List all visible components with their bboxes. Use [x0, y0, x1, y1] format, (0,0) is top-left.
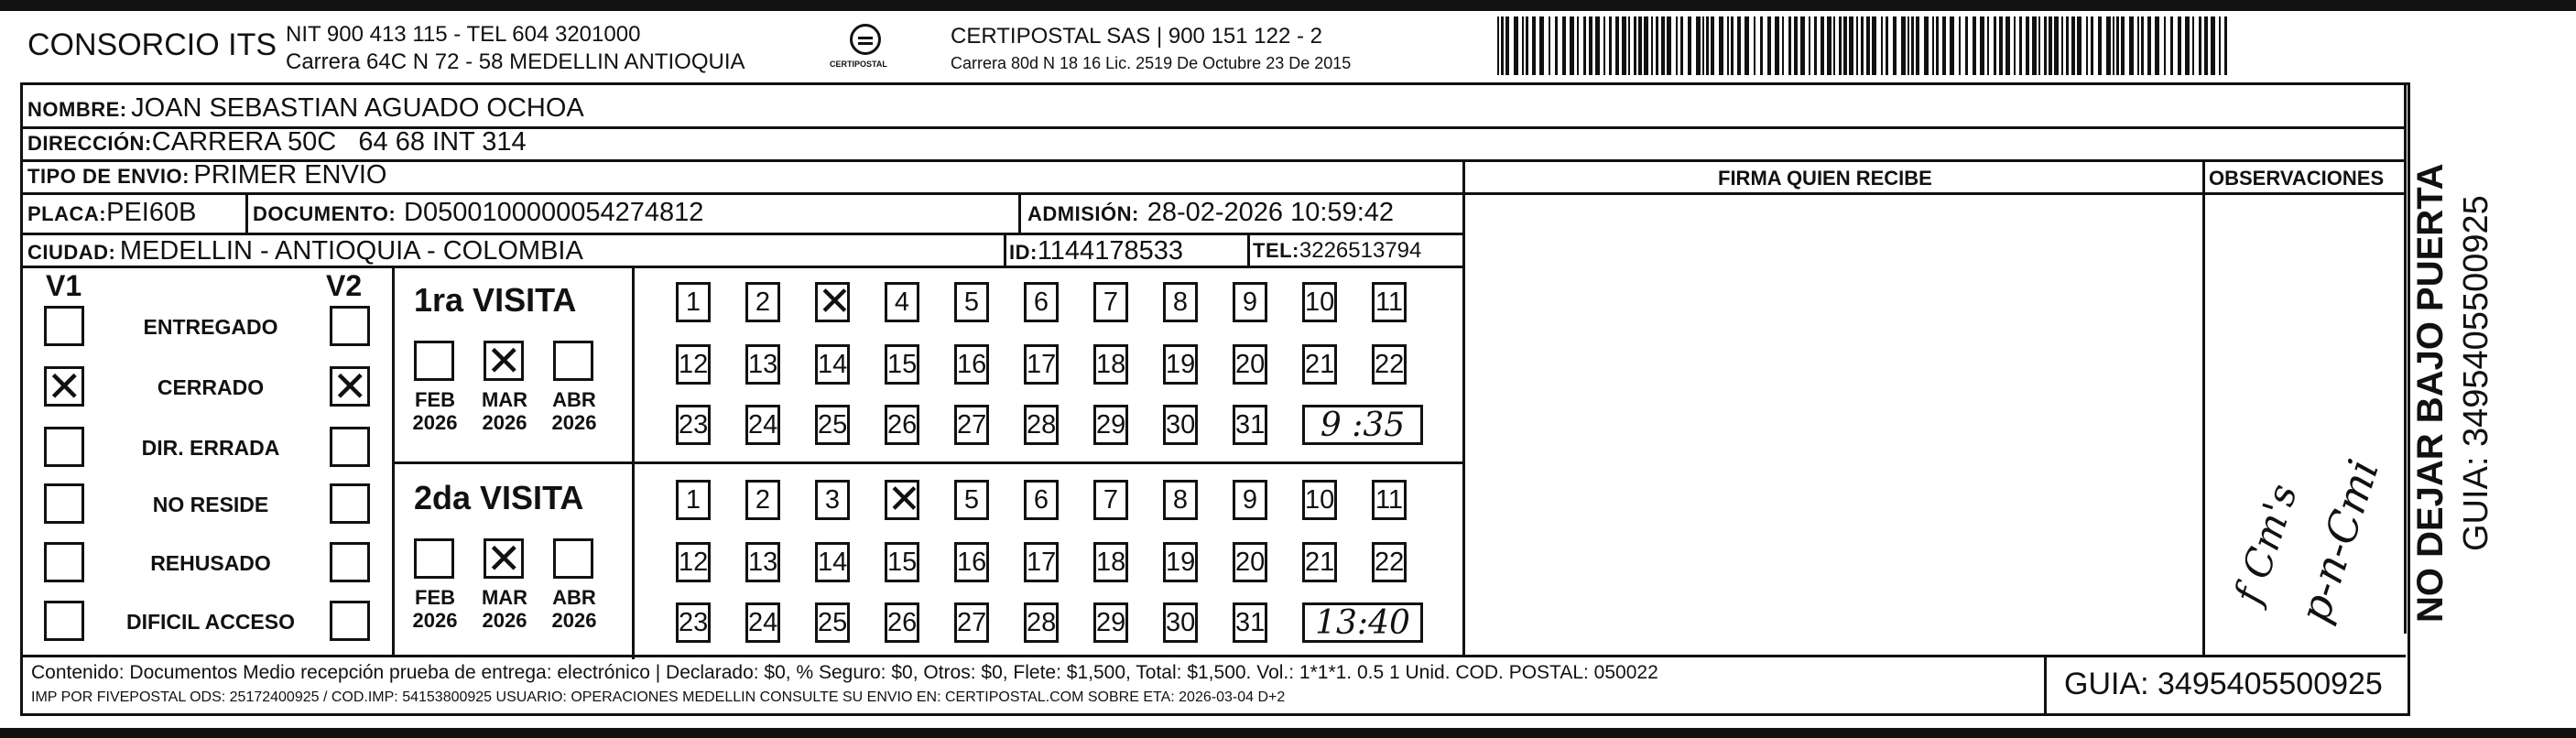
barcode-bar [1942, 16, 1946, 75]
row-line [20, 655, 2406, 657]
barcode-bar [1711, 16, 1714, 75]
barcode-bar [1936, 16, 1939, 75]
day-box[interactable]: 11 [1372, 480, 1407, 520]
certipostal-logo-text: CERTIPOSTAL [830, 60, 887, 69]
barcode-bar [2049, 16, 2052, 75]
day-box[interactable]: 8 [1163, 480, 1198, 520]
tipo-envio-field: TIPO DE ENVIO: PRIMER ENVIO [27, 160, 387, 190]
check-mark-icon: ✕ [818, 278, 852, 325]
barcode-bar [2086, 16, 2088, 75]
v1-checkbox[interactable] [44, 427, 84, 467]
day-box[interactable]: 17 [1024, 542, 1059, 582]
barcode-bar [1727, 16, 1729, 75]
day-box[interactable]: 24 [745, 602, 780, 643]
barcode-bar [1570, 16, 1574, 75]
barcode-bar [1908, 16, 1909, 75]
day-box[interactable]: 14 [815, 344, 850, 385]
barcode-bar [1994, 16, 1996, 75]
obs-left-line [2202, 159, 2205, 657]
admision-field: ADMISIÓN: 28-02-2026 10:59:42 [1027, 198, 1395, 227]
check-mark-icon: ✕ [332, 362, 368, 411]
barcode-bar [1661, 16, 1665, 75]
barcode-bar [1872, 16, 1876, 75]
day-box[interactable]: 26 [885, 405, 919, 445]
barcode-bar [1814, 16, 1817, 75]
barcode-bar [2155, 16, 2159, 75]
v2-label: V2 [326, 269, 363, 302]
barcode-bar [2141, 16, 2144, 75]
barcode-bar [2061, 16, 2063, 75]
month-checkbox[interactable] [484, 336, 524, 385]
barcode-bar [1501, 16, 1504, 75]
barcode-bar [1634, 16, 1636, 75]
barcode-bar [2032, 16, 2037, 75]
barcode-bar [1856, 16, 1858, 75]
day-box[interactable]: 30 [1163, 602, 1198, 643]
v2-checkbox[interactable] [330, 601, 370, 641]
day-box[interactable]: 22 [1372, 542, 1407, 582]
status-label: CERRADO [157, 375, 265, 399]
visit-divider [392, 461, 1465, 464]
barcode-bar [2204, 16, 2208, 75]
day-box[interactable]: 21 [1302, 344, 1337, 385]
day-box[interactable]: 31 [1233, 405, 1267, 445]
day-box[interactable]: 19 [1163, 542, 1198, 582]
day-box[interactable]: 1 [676, 480, 711, 520]
barcode-bar [1866, 16, 1870, 75]
barcode-bar [1667, 16, 1671, 75]
firma-header-line [1462, 192, 2406, 195]
barcode-bar [2044, 16, 2047, 75]
v1-checkbox[interactable] [44, 306, 84, 346]
barcode-bar [2224, 16, 2227, 75]
month-label: MAR 2026 [481, 586, 528, 633]
side-divider [2404, 82, 2407, 634]
barcode-bar [2005, 16, 2010, 75]
day-box[interactable]: 15 [885, 542, 919, 582]
day-box[interactable]: 8 [1163, 282, 1198, 322]
v1-checkbox[interactable] [44, 542, 84, 582]
day-box[interactable]: 14 [815, 542, 850, 582]
day-box[interactable]: 22 [1372, 344, 1407, 385]
footer-imp: IMP POR FIVEPOSTAL ODS: 25172400925 / COD.IMP: 54153800925 USUARIO: OPERACIONES MEDELLIN CONSULTE SU ENVIO EN: CERTIPOSTAL.COM SOBRE ETA: 2026-03-04 D+2 [31, 689, 1286, 705]
barcode-bar [1999, 16, 2003, 75]
barcode-bar [1827, 16, 1831, 75]
barcode-bar [2211, 16, 2215, 75]
barcode-bar [1505, 16, 1509, 75]
v1-label: V1 [46, 269, 82, 302]
cell-line [1018, 192, 1021, 233]
day-box[interactable]: 19 [1163, 344, 1198, 385]
barcode-bar [2121, 16, 2125, 75]
day-box[interactable]: 27 [954, 602, 989, 643]
check-mark-icon: ✕ [887, 476, 921, 523]
barcode-bar [2019, 16, 2022, 75]
barcode-bar [2164, 16, 2166, 75]
day-box[interactable]: 5 [954, 282, 989, 322]
day-box[interactable]: 18 [1093, 344, 1128, 385]
barcode-bar [2106, 16, 2111, 75]
barcode-bar [1861, 16, 1864, 75]
top-border [0, 0, 2576, 11]
day-box[interactable]: 16 [954, 542, 989, 582]
day-box[interactable]: 17 [1024, 344, 1059, 385]
documento-field: DOCUMENTO: D0500100000054274812 [253, 198, 704, 227]
day-box[interactable]: 29 [1093, 602, 1128, 643]
handwritten-note-2: p-n-Cmi [2289, 453, 2389, 629]
day-box[interactable]: 6 [1024, 480, 1059, 520]
visit-inner-divider [632, 266, 635, 461]
day-box[interactable]: 23 [676, 405, 711, 445]
visit-time: 9 :35 [1320, 407, 1406, 444]
day-box[interactable]: 25 [815, 405, 850, 445]
row-line [20, 266, 1465, 268]
footer-divider [2044, 655, 2047, 716]
barcode [1497, 16, 2230, 75]
barcode-bar [1794, 16, 1798, 75]
month-label: ABR 2026 [551, 586, 597, 633]
side-notice: NO DEJAR BAJO PUERTA [2410, 163, 2451, 623]
day-box[interactable]: 12 [676, 344, 711, 385]
day-box[interactable]: 20 [1233, 542, 1267, 582]
barcode-bar [1696, 16, 1701, 75]
barcode-bar [2192, 16, 2194, 75]
barcode-bar [1731, 16, 1734, 75]
barcode-bar [1849, 16, 1853, 75]
handwritten-note-1: f Cm's [2225, 478, 2307, 610]
barcode-bar [2116, 16, 2119, 75]
barcode-bar [1760, 16, 1763, 75]
firma-left-line [1462, 159, 1465, 657]
day-box[interactable]: 28 [1024, 405, 1059, 445]
barcode-bar [1706, 16, 1709, 75]
v1-checkbox[interactable] [44, 362, 84, 411]
month-label: FEB 2026 [412, 388, 458, 435]
barcode-bar [1532, 16, 1536, 75]
status-label: DIR. ERRADA [141, 436, 280, 460]
visit-time-box[interactable] [1302, 405, 1423, 445]
day-box[interactable]: 3 [815, 480, 850, 520]
barcode-bar [1603, 16, 1605, 75]
check-mark-icon: ✕ [486, 336, 522, 385]
barcode-bar [1702, 16, 1704, 75]
barcode-bar [1881, 16, 1883, 75]
barcode-bar [1775, 16, 1779, 75]
barcode-bar [1800, 16, 1805, 75]
day-box[interactable]: 28 [1024, 602, 1059, 643]
side-guia: GUIA: 3495405500925 [2457, 195, 2495, 551]
month-checkbox[interactable] [484, 534, 524, 583]
barcode-bar [2129, 16, 2134, 75]
day-box[interactable]: 26 [885, 602, 919, 643]
barcode-bar [1886, 16, 1888, 75]
day-box[interactable]: 23 [676, 602, 711, 643]
day-box[interactable]: 9 [1233, 282, 1267, 322]
day-box[interactable]: 27 [954, 405, 989, 445]
v2-checkbox[interactable] [330, 306, 370, 346]
barcode-bar [1754, 16, 1755, 75]
barcode-bar [1595, 16, 1600, 75]
barcode-bar [1911, 16, 1914, 75]
barcode-bar [2026, 16, 2029, 75]
day-box[interactable]: 18 [1093, 542, 1128, 582]
barcode-bar [2054, 16, 2059, 75]
barcode-bar [1893, 16, 1897, 75]
day-box[interactable] [885, 476, 921, 523]
certipostal-logo-icon [850, 24, 881, 55]
bottom-border [0, 728, 2576, 738]
barcode-bar [1782, 16, 1784, 75]
barcode-bar [1950, 16, 1954, 75]
cell-line [1004, 233, 1006, 266]
barcode-bar [2077, 16, 2081, 75]
status-label: REHUSADO [150, 551, 271, 575]
barcode-bar [2147, 16, 2151, 75]
day-box[interactable]: 7 [1093, 282, 1128, 322]
tel-field: TEL:3226513794 [1253, 238, 1422, 263]
day-box[interactable]: 25 [815, 602, 850, 643]
day-box[interactable]: 30 [1163, 405, 1198, 445]
month-checkbox[interactable] [553, 341, 593, 381]
barcode-bar [2170, 16, 2173, 75]
cell-line [1247, 233, 1250, 266]
placa-field: PLACA:PEI60B [27, 198, 197, 227]
v1-checkbox[interactable] [44, 601, 84, 641]
visit-inner-divider [632, 463, 635, 659]
day-box[interactable]: 21 [1302, 542, 1337, 582]
barcode-bar [1609, 16, 1612, 75]
nombre-field: NOMBRE: JOAN SEBASTIAN AGUADO OCHOA [27, 93, 584, 123]
day-box[interactable]: 6 [1024, 282, 1059, 322]
day-box[interactable]: 7 [1093, 480, 1128, 520]
barcode-bar [1676, 16, 1678, 75]
barcode-bar [1745, 16, 1749, 75]
day-box[interactable]: 20 [1233, 344, 1267, 385]
barcode-bar [2091, 16, 2093, 75]
barcode-bar [1549, 16, 1550, 75]
barcode-bar [1539, 16, 1544, 75]
visit-title: 1ra VISITA [414, 281, 577, 319]
month-checkbox[interactable] [553, 538, 593, 579]
barcode-bar [1555, 16, 1558, 75]
barcode-bar [2199, 16, 2201, 75]
observaciones-label: OBSERVACIONES [2209, 167, 2385, 190]
day-box[interactable]: 13 [745, 344, 780, 385]
day-box[interactable]: 10 [1302, 480, 1337, 520]
day-box[interactable]: 15 [885, 344, 919, 385]
barcode-bar [1651, 16, 1653, 75]
barcode-bar [1656, 16, 1658, 75]
barcode-bar [1615, 16, 1619, 75]
v2-checkbox[interactable] [330, 427, 370, 467]
barcode-bar [1959, 16, 1961, 75]
company-nit: NIT 900 413 115 - TEL 604 3201000 [286, 22, 641, 47]
month-checkbox[interactable] [414, 341, 454, 381]
barcode-bar [1737, 16, 1741, 75]
barcode-bar [1680, 16, 1683, 75]
month-checkbox[interactable] [414, 538, 454, 579]
barcode-bar [1833, 16, 1835, 75]
check-mark-icon: ✕ [47, 362, 82, 411]
day-box[interactable]: 31 [1233, 602, 1267, 643]
barcode-bar [1577, 16, 1579, 75]
barcode-bar [1514, 16, 1518, 75]
month-label: FEB 2026 [412, 586, 458, 633]
footer-guia: GUIA: 3495405500925 [2064, 667, 2383, 701]
barcode-bar [2178, 16, 2181, 75]
v1-checkbox[interactable] [44, 483, 84, 524]
barcode-bar [1932, 16, 1934, 75]
day-box[interactable] [815, 278, 852, 325]
barcode-bar [1688, 16, 1691, 75]
v2-checkbox[interactable] [330, 483, 370, 524]
barcode-bar [1522, 16, 1524, 75]
day-box[interactable]: 2 [745, 282, 780, 322]
barcode-bar [2219, 16, 2221, 75]
barcode-bar [2038, 16, 2040, 75]
barcode-bar [1843, 16, 1847, 75]
barcode-bar [1788, 16, 1791, 75]
firma-label: FIRMA QUIEN RECIBE [1718, 167, 1932, 190]
barcode-bar [1638, 16, 1642, 75]
barcode-bar [1583, 16, 1586, 75]
barcode-bar [1973, 16, 1976, 75]
day-box[interactable]: 16 [954, 344, 989, 385]
visit-time: 13:40 [1315, 604, 1410, 642]
barcode-bar [1901, 16, 1906, 75]
day-box[interactable]: 5 [954, 480, 989, 520]
day-box[interactable]: 9 [1233, 480, 1267, 520]
check-mark-icon: ✕ [486, 534, 522, 583]
day-box[interactable]: 1 [676, 282, 711, 322]
month-label: MAR 2026 [481, 388, 528, 435]
ciudad-field: CIUDAD: MEDELLIN - ANTIOQUIA - COLOMBIA [27, 236, 583, 266]
day-box[interactable]: 2 [745, 480, 780, 520]
barcode-bar [1965, 16, 1968, 75]
barcode-bar [2071, 16, 2075, 75]
status-label: ENTREGADO [143, 315, 278, 339]
barcode-bar [1916, 16, 1919, 75]
barcode-bar [1589, 16, 1592, 75]
barcode-bar [2014, 16, 2016, 75]
barcode-bar [1980, 16, 1984, 75]
day-box[interactable]: 4 [885, 282, 919, 322]
v2-checkbox[interactable] [330, 362, 370, 411]
barcode-bar [2113, 16, 2114, 75]
company-address: Carrera 64C N 72 - 58 MEDELLIN ANTIOQUIA [286, 49, 745, 74]
month-label: ABR 2026 [551, 388, 597, 435]
status-label: DIFICIL ACCESO [125, 610, 295, 634]
barcode-bar [1767, 16, 1771, 75]
footer-contenido: Contenido: Documentos Medio recepción prueba de entrega: electrónico | Declarado: $0, % Seguro: $0, Otros: $0, Flete: $1,500, Total: $1,500. Vol.: 1*1*1. 0.5 1 Unid. COD. POSTAL: 050022 [31, 662, 1658, 683]
id-field: ID:1144178533 [1009, 236, 1183, 266]
barcode-bar [1628, 16, 1630, 75]
visit-title: 2da VISITA [414, 479, 584, 516]
barcode-bar [1719, 16, 1723, 75]
cell-line [245, 192, 248, 233]
day-box[interactable]: 11 [1372, 282, 1407, 322]
day-box[interactable]: 12 [676, 542, 711, 582]
v2-checkbox[interactable] [330, 542, 370, 582]
day-box[interactable]: 29 [1093, 405, 1128, 445]
barcode-bar [2137, 16, 2139, 75]
status-label: NO RESIDE [152, 493, 269, 516]
barcode-bar [1839, 16, 1842, 75]
barcode-bar [1987, 16, 1989, 75]
day-box[interactable]: 24 [745, 405, 780, 445]
visit-time-box[interactable] [1302, 602, 1423, 643]
direccion-field: DIRECCIÓN:CARRERA 50C 64 68 INT 314 [27, 127, 527, 157]
day-box[interactable]: 13 [745, 542, 780, 582]
company-name: CONSORCIO ITS [27, 27, 277, 62]
carrier-name: CERTIPOSTAL SAS | 900 151 122 - 2 [951, 24, 1322, 49]
barcode-bar [1562, 16, 1566, 75]
barcode-bar [2185, 16, 2190, 75]
barcode-bar [1809, 16, 1810, 75]
day-box[interactable]: 10 [1302, 282, 1337, 322]
barcode-bar [1526, 16, 1528, 75]
barcode-bar [2098, 16, 2102, 75]
barcode-bar [1644, 16, 1648, 75]
barcode-bar [2066, 16, 2069, 75]
barcode-bar [1497, 16, 1499, 75]
barcode-bar [1924, 16, 1929, 75]
barcode-bar [1622, 16, 1626, 75]
barcode-bar [1821, 16, 1824, 75]
carrier-license: Carrera 80d N 18 16 Lic. 2519 De Octubre 23 De 2015 [951, 54, 1352, 72]
